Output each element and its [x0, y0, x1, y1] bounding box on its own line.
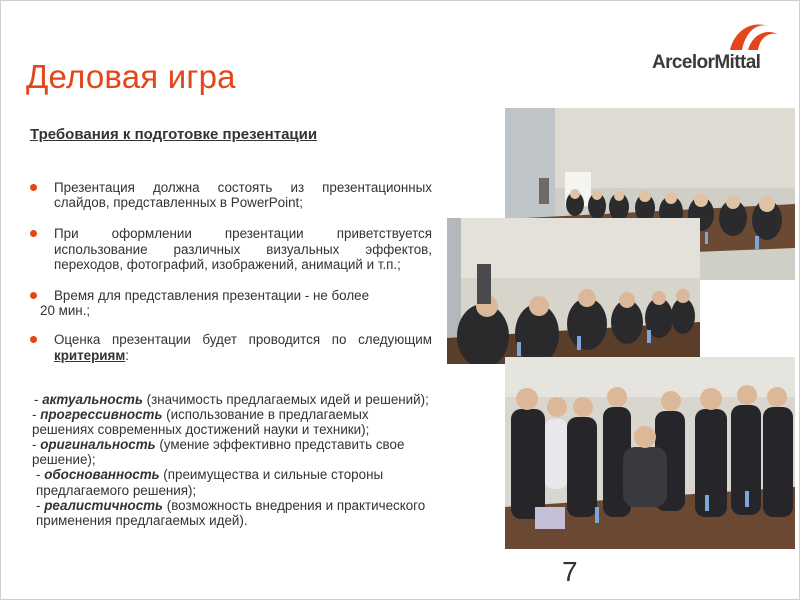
- bullet-text-continuation: 20 мин.;: [40, 303, 91, 319]
- criteria-item: - обоснованность (преимущества и сильные стороны предлагаемого решения);: [36, 467, 384, 498]
- bullet-text: Презентация должна состоять из презентационных слайдов, представленных в PowerPoint;: [54, 180, 432, 211]
- criteria-desc: (возможность внедрения и практического применения предлагаемых идей).: [36, 497, 426, 528]
- criteria-desc: (значимость предлагаемых идей и решений);: [142, 392, 429, 407]
- bullet-dot-icon: [30, 184, 37, 191]
- meeting-photo-3: [505, 357, 795, 549]
- bullet-item: [30, 226, 432, 272]
- bullet-text: Оценка презентации будет проводится по следующим: [54, 332, 432, 348]
- criteria-desc: (использование в предлагаемых решениях современных достижений науки и техники);: [32, 407, 370, 438]
- bullet-item: [30, 288, 432, 318]
- bullet-item: [30, 332, 432, 362]
- criteria-link[interactable]: критериям: [54, 347, 126, 363]
- criteria-name: обоснованность: [44, 467, 160, 483]
- bullet-item: [30, 180, 432, 210]
- slide-title: Деловая игра: [26, 58, 236, 95]
- bullet-text: Время для представления презентации - не более: [54, 288, 370, 304]
- criteria-item: - актуальность (значимость предлагаемых идей и решений);: [34, 392, 429, 407]
- criteria-name: актуальность: [42, 392, 143, 407]
- criteria-list: [30, 392, 432, 528]
- section-subtitle: Требования к подготовке презентации: [30, 126, 318, 143]
- bullet-dot-icon: [30, 336, 37, 343]
- criteria-item: - реалистичность (возможность внедрения и практического применения предлагаемых идей).: [36, 497, 426, 528]
- criteria-desc: (преимущества и сильные стороны предлагаемого решения);: [36, 467, 384, 498]
- bullet-text-suffix: :: [125, 347, 129, 363]
- page-number: 7: [562, 556, 578, 587]
- requirements-list: [30, 180, 432, 379]
- criteria-name: реалистичность: [44, 497, 164, 513]
- bullet-dot-icon: [30, 292, 37, 299]
- bullet-text: При оформлении презентации приветствуется использование различных визуальных эффектов, переходов, фотографий, изображений, анимаций и т.п.;: [54, 226, 432, 272]
- arcelormittal-logo: [652, 14, 782, 84]
- criteria-name: оригинальность: [40, 437, 156, 453]
- criteria-desc: (умение эффективно представить свое решение);: [32, 437, 405, 468]
- criteria-item: - оригинальность (умение эффективно представить свое решение);: [32, 437, 405, 468]
- criteria-item: - прогрессивность (использование в предлагаемых решениях современных достижений науки и техники);: [32, 407, 370, 438]
- logo-text: ArcelorMittal: [652, 52, 761, 73]
- meeting-photo-2: [447, 218, 700, 364]
- criteria-name: прогрессивность: [40, 407, 163, 423]
- bullet-dot-icon: [30, 230, 37, 237]
- logo-swoosh-icon: [652, 14, 782, 54]
